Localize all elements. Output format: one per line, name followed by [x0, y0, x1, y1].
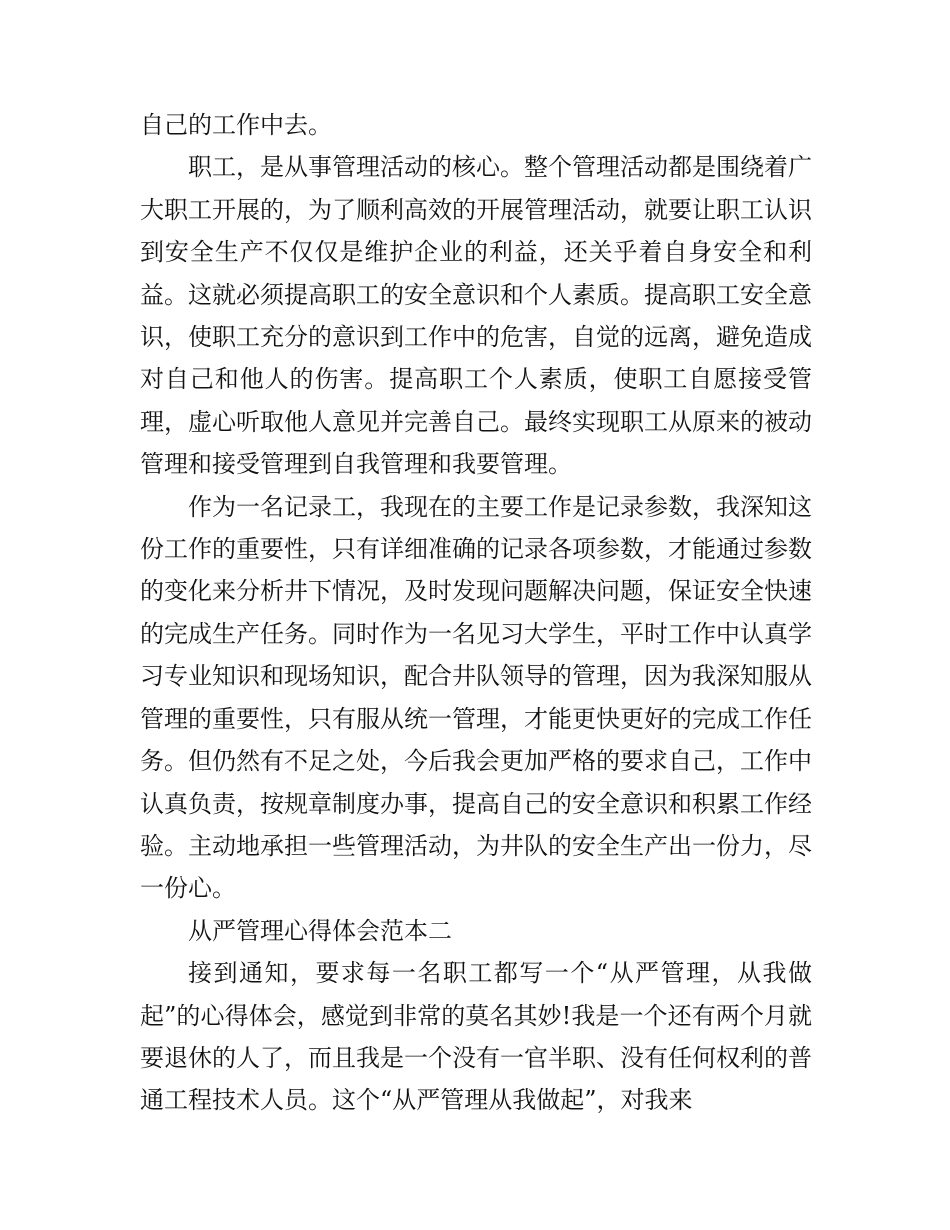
paragraph-workers-core: 职工，是从事管理活动的核心。整个管理活动都是围绕着广大职工开展的，为了顺利高效的开展管理活动，就要让职工认识到安全生产不仅仅是维护企业的利益，还关乎着自身安全和利益。这就必须提高职工的安全意识和个人素质。提高职工安全意识，使职工充分的意识到工作中的危害，自觉的远离，避免造成对自己和他人的伤害。提高职工个人素质，使职工自愿接受管理，虚心听取他人意见并完善自己。最终实现职工从原来的被动管理和接受管理到自我管理和我要管理。: [140, 153, 812, 479]
paragraph-notice: 接到通知，要求每一名职工都写一个“从严管理，从我做起”的心得体会，感觉到非常的莫名其妙!我是一个还有两个月就要退休的人了，而且我是一个没有一官半职、没有任何权利的普通工程技术人员。这个“从严管理从我做起”，对我来: [140, 959, 812, 1115]
document-page: [140, 104, 812, 1122]
paragraph-recorder-duty: 作为一名记录工，我现在的主要工作是记录参数，我深知这份工作的重要性，只有详细准确的记录各项参数，才能通过参数的变化来分析井下情况，及时发现问题解决问题，保证安全快速的完成生产任务。同时作为一名见习大学生，平时工作中认真学习专业知识和现场知识，配合井队领导的管理，因为我深知服从管理的重要性，只有服从统一管理，才能更快更好的完成工作任务。但仍然有不足之处，今后我会更加严格的要求自己，工作中认真负责，按规章制度办事，提高自己的安全意识和积累工作经验。主动地承担一些管理活动，为井队的安全生产出一份力，尽一份心。: [140, 492, 812, 903]
paragraph-continuation: 自己的工作中去。: [140, 111, 332, 139]
section-heading: 从严管理心得体会范本二: [188, 916, 452, 945]
